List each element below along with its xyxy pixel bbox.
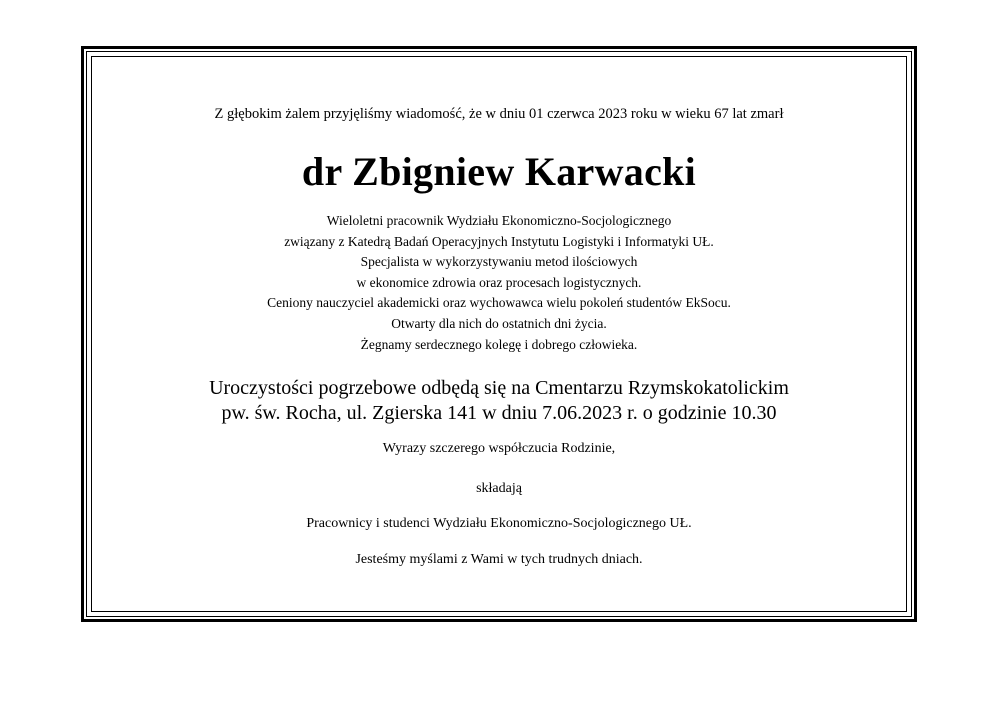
condolences-text: Wyrazy szczerego współczucia Rodzinie, [382,441,616,456]
description-line: Wieloletni pracownik Wydziału Ekonomiczno-Socjologicznego [326,213,672,228]
obituary-notice [91,56,907,612]
description-line: Ceniony nauczyciel akademicki oraz wychowawca wielu pokoleń studentów EkSocu. [267,295,731,311]
description-line: Specjalista w wykorzystywaniu metod ilościowych [360,254,638,270]
funeral-line: pw. św. Rocha, ul. Zgierska 141 w dniu 7.06.2023 r. o godzinie 10.30 [221,402,777,424]
funeral-info [91,376,907,426]
description-line: związany z Katedrą Badań Operacyjnych Instytutu Logistyki i Informatyki UŁ. [284,233,714,249]
closing-text: Jesteśmy myślami z Wami w tych trudnych dniach. [355,552,643,567]
description-line: Żegnamy serdecznego kolegę i dobrego człowieka. [360,336,638,352]
description-line: w ekonomice zdrowia oraz procesach logistycznych. [356,274,642,290]
deceased-name: dr Zbigniew Karwacki [301,149,697,194]
description-line: Otwarty dla nich do ostatnich dni życia. [391,315,607,331]
offered-by-text: składają [476,481,522,496]
signatories-text: Pracownicy i studenci Wydziału Ekonomiczno-Socjologicznego UŁ. [306,516,692,531]
funeral-line: Uroczystości pogrzebowe odbędą się na Cmentarzu Rzymskokatolickim [209,377,789,399]
intro-text: Z głębokim żalem przyjęliśmy wiadomość, że w dniu 01 czerwca 2023 roku w wieku 67 lat zmarł [214,106,784,122]
description-block [91,211,907,355]
